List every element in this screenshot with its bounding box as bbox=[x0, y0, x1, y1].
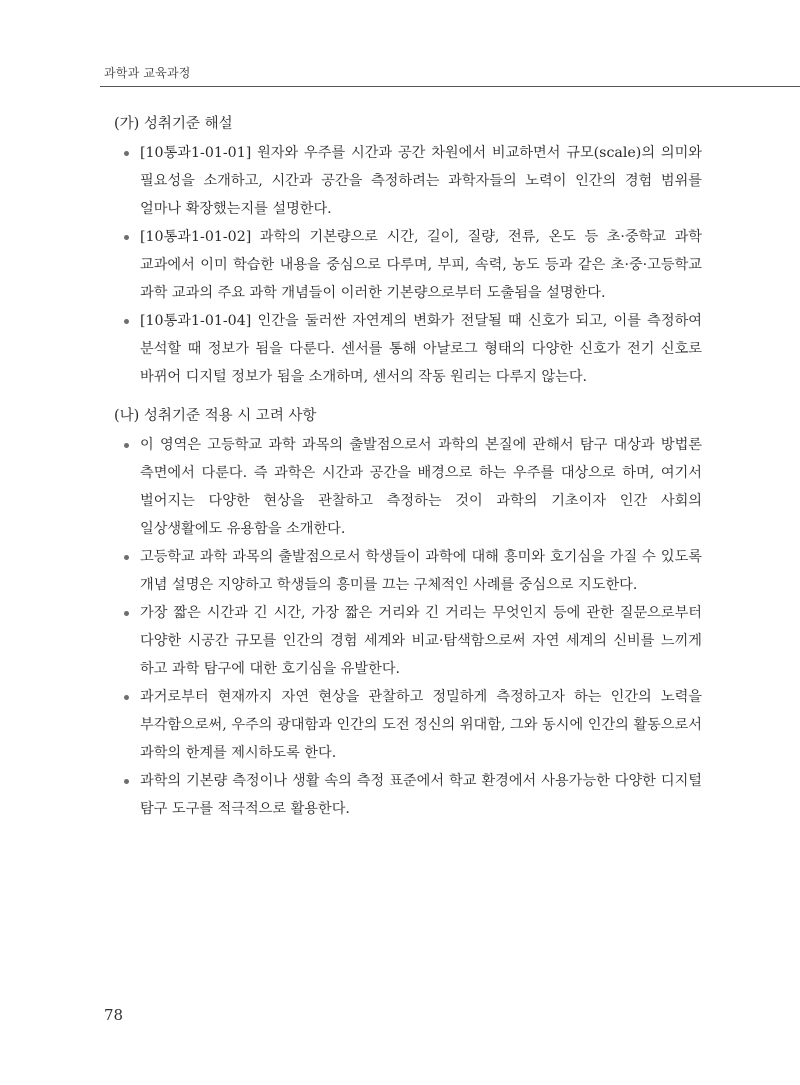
bullet-list bbox=[112, 139, 702, 391]
section-achievement-standard-explanation bbox=[112, 113, 702, 391]
bullet-dot-icon bbox=[124, 611, 129, 616]
bullet-dot-icon bbox=[124, 555, 129, 560]
list-item-text: 과거로부터 현재까지 자연 현상을 관찰하고 정밀하게 측정하고자 하는 인간의 노력을 부각함으로써, 우주의 광대함과 인간의 도전 정신의 위대함, 그와 동시에 인간의 활동으로서 과학의 한계를 제시하도록 한다. bbox=[140, 689, 702, 761]
list-item-text: 이 영역은 고등학교 과학 과목의 출발점으로서 과학의 본질에 관해서 탐구 대상과 방법론 측면에서 다룬다. 즉 과학은 시간과 공간을 배경으로 하는 우주를 대상으로 하며, 여기서 벌어지는 다양한 현상을 관찰하고 측정하는 것이 과학의 기초이자 인간 사회의 일상생활에도 유용함을 소개한다. bbox=[140, 437, 702, 537]
list-item bbox=[112, 683, 702, 767]
bullet-dot-icon bbox=[124, 443, 129, 448]
list-item-text: 과학의 기본량 측정이나 생활 속의 측정 표준에서 학교 환경에서 사용가능한 다양한 디지털 탐구 도구를 적극적으로 활용한다. bbox=[140, 773, 702, 817]
list-item bbox=[112, 767, 702, 823]
list-item-text: [10통과1-01-01] 원자와 우주를 시간과 공간 차원에서 비교하면서 규모(scale)의 의미와 필요성을 소개하고, 시간과 공간을 측정하려는 과학자들의 노력이 인간의 경험 범위를 얼마나 확장했는지를 설명한다. bbox=[140, 145, 702, 217]
list-item bbox=[112, 543, 702, 599]
bullet-dot-icon bbox=[124, 779, 129, 784]
list-item-text: 가장 짧은 시간과 긴 시간, 가장 짧은 거리와 긴 거리는 무엇인지 등에 관한 질문으로부터 다양한 시공간 규모를 인간의 경험 세계와 비교·탐색함으로써 자연 세계의 신비를 느끼게 하고 과학 탐구에 대한 호기심을 유발한다. bbox=[140, 605, 702, 677]
list-item bbox=[112, 307, 702, 391]
header-divider bbox=[100, 86, 800, 87]
page-number: 78 bbox=[104, 1006, 124, 1024]
list-item bbox=[112, 139, 702, 223]
list-item bbox=[112, 223, 702, 307]
section-title: (가) 성취기준 해설 bbox=[114, 116, 233, 132]
list-item bbox=[112, 599, 702, 683]
bullet-dot-icon bbox=[124, 151, 129, 156]
document-body bbox=[112, 113, 702, 837]
bullet-dot-icon bbox=[124, 235, 129, 240]
running-header-title: 과학과 교육과정 bbox=[104, 66, 191, 80]
list-item-text: [10통과1-01-04] 인간을 둘러싼 자연계의 변화가 전달될 때 신호가 되고, 이를 측정하여 분석할 때 정보가 됨을 다룬다. 센서를 통해 아날로그 형태의 다양한 신호가 전기 신호로 바뀌어 디지털 정보가 됨을 소개하며, 센서의 작동 원리는 다루지 않는다. bbox=[140, 313, 702, 385]
section-title: (나) 성취기준 적용 시 고려 사항 bbox=[114, 408, 317, 424]
bullet-list bbox=[112, 431, 702, 823]
page-header bbox=[0, 0, 800, 88]
section-application-considerations bbox=[112, 405, 702, 823]
list-item-text: [10통과1-01-02] 과학의 기본량으로 시간, 길이, 질량, 전류, 온도 등 초·중학교 과학 교과에서 이미 학습한 내용을 중심으로 다루며, 부피, 속력, 농도 등과 같은 초·중·고등학교 과학 교과의 주요 과학 개념들이 이러한 기본량으로부터 도출됨을 설명한다. bbox=[140, 229, 702, 301]
list-item bbox=[112, 431, 702, 543]
bullet-dot-icon bbox=[124, 695, 129, 700]
list-item-text: 고등학교 과학 과목의 출발점으로서 학생들이 과학에 대해 흥미와 호기심을 가질 수 있도록 개념 설명은 지양하고 학생들의 흥미를 끄는 구체적인 사례를 중심으로 지도한다. bbox=[140, 549, 702, 593]
bullet-dot-icon bbox=[124, 319, 129, 324]
